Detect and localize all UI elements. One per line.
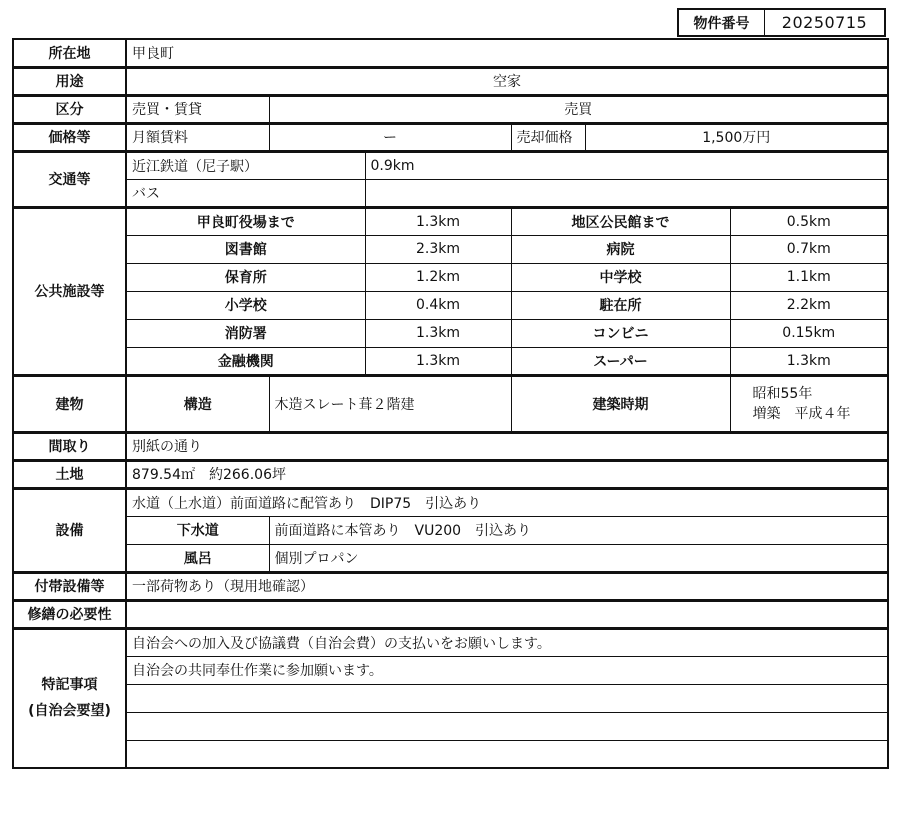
layout-value: 別紙の通り (126, 432, 888, 460)
facility-distance: 2.2km (730, 291, 888, 319)
facility-name: 中学校 (511, 263, 730, 291)
facilities-label: 公共施設等 (13, 207, 126, 375)
location-value: 甲良町 (126, 39, 888, 67)
notes-line (126, 684, 888, 712)
facility-name: 小学校 (126, 291, 365, 319)
facility-row (13, 319, 888, 347)
location-row (13, 39, 888, 67)
built-date-label: 建築時期 (511, 375, 730, 432)
equipment-row (13, 488, 888, 516)
notes-row (13, 712, 888, 740)
sale-price-label: 売却価格 (511, 123, 585, 151)
facility-row (13, 235, 888, 263)
facility-name: コンビニ (511, 319, 730, 347)
extension-date-line: 増築 平成４年 (752, 405, 851, 422)
price-row (13, 123, 888, 151)
property-number-value: 20250715 (781, 13, 868, 32)
location-label: 所在地 (13, 39, 126, 67)
usage-row (13, 67, 888, 95)
facility-distance: 1.1km (730, 263, 888, 291)
notes-row (13, 740, 888, 768)
transport-distance: 0.9km (365, 151, 888, 179)
facility-name: 甲良町役場まで (126, 207, 365, 235)
category-type-label: 売買・賃貸 (126, 95, 269, 123)
structure-label: 構造 (126, 375, 269, 432)
facility-row (13, 207, 888, 235)
notes-label-subline: (自治会要望) (28, 703, 111, 720)
notes-line (126, 712, 888, 740)
equipment-row (13, 516, 888, 544)
accessories-label: 付帯設備等 (13, 572, 126, 600)
building-row (13, 375, 888, 432)
notes-line (126, 740, 888, 768)
rent-value: ー (269, 123, 511, 151)
notes-row (13, 684, 888, 712)
repair-row (13, 600, 888, 628)
notes-row (13, 628, 888, 656)
accessories-value: 一部荷物あり（現用地確認） (126, 572, 888, 600)
building-label: 建物 (13, 375, 126, 432)
layout-label: 間取り (13, 432, 126, 460)
layout-row (13, 432, 888, 460)
built-date-value (730, 375, 888, 432)
notes-label-line: 特記事項 (41, 677, 98, 694)
transport-row (13, 151, 888, 179)
facility-name: 駐在所 (511, 291, 730, 319)
price-label: 価格等 (13, 123, 126, 151)
usage-label: 用途 (13, 67, 126, 95)
rent-label: 月額賃料 (126, 123, 269, 151)
sale-price-value: 1,500万円 (585, 123, 888, 151)
facility-distance: 2.3km (365, 235, 511, 263)
land-value: 879.54㎡ 約266.06坪 (126, 460, 888, 488)
repair-value (126, 600, 888, 628)
equipment-label: 設備 (13, 488, 126, 572)
facility-name: 消防署 (126, 319, 365, 347)
facility-distance: 1.3km (365, 207, 511, 235)
transport-row (13, 179, 888, 207)
usage-value: 空家 (126, 67, 888, 95)
property-number-box (677, 8, 886, 37)
notes-line: 自治会の共同奉仕作業に参加願います。 (126, 656, 888, 684)
facility-distance: 0.7km (730, 235, 888, 263)
accessories-row (13, 572, 888, 600)
facility-name: 保育所 (126, 263, 365, 291)
land-row (13, 460, 888, 488)
facility-name: スーパー (511, 347, 730, 375)
transport-name: バス (126, 179, 365, 207)
equipment-row (13, 544, 888, 572)
facility-distance: 0.15km (730, 319, 888, 347)
transport-name: 近江鉄道（尼子駅） (126, 151, 365, 179)
repair-label: 修繕の必要性 (13, 600, 126, 628)
sewer-value: 前面道路に本管あり VU200 引込あり (269, 516, 888, 544)
property-number-label: 物件番号 (679, 10, 765, 35)
category-row (13, 95, 888, 123)
property-info-table (12, 38, 889, 769)
facility-distance: 0.5km (730, 207, 888, 235)
facility-distance: 1.3km (365, 319, 511, 347)
sewer-label: 下水道 (126, 516, 269, 544)
transport-label: 交通等 (13, 151, 126, 207)
category-value: 売買 (269, 95, 888, 123)
water-value: 水道（上水道）前面道路に配管あり DIP75 引込あり (126, 488, 888, 516)
transport-distance (365, 179, 888, 207)
structure-value: 木造スレート葺２階建 (269, 375, 511, 432)
facility-distance: 1.3km (730, 347, 888, 375)
facility-name: 地区公民館まで (511, 207, 730, 235)
facility-row (13, 263, 888, 291)
facility-name: 病院 (511, 235, 730, 263)
facility-name: 金融機関 (126, 347, 365, 375)
notes-label (13, 628, 126, 768)
notes-row (13, 656, 888, 684)
facility-distance: 1.2km (365, 263, 511, 291)
bath-value: 個別プロパン (269, 544, 888, 572)
bath-label: 風呂 (126, 544, 269, 572)
built-date-line: 昭和55年 (752, 385, 813, 402)
land-label: 土地 (13, 460, 126, 488)
facility-name: 図書館 (126, 235, 365, 263)
facility-row (13, 291, 888, 319)
facility-distance: 1.3km (365, 347, 511, 375)
facility-distance: 0.4km (365, 291, 511, 319)
notes-line: 自治会への加入及び協議費（自治会費）の支払いをお願いします。 (126, 628, 888, 656)
category-label: 区分 (13, 95, 126, 123)
facility-row (13, 347, 888, 375)
